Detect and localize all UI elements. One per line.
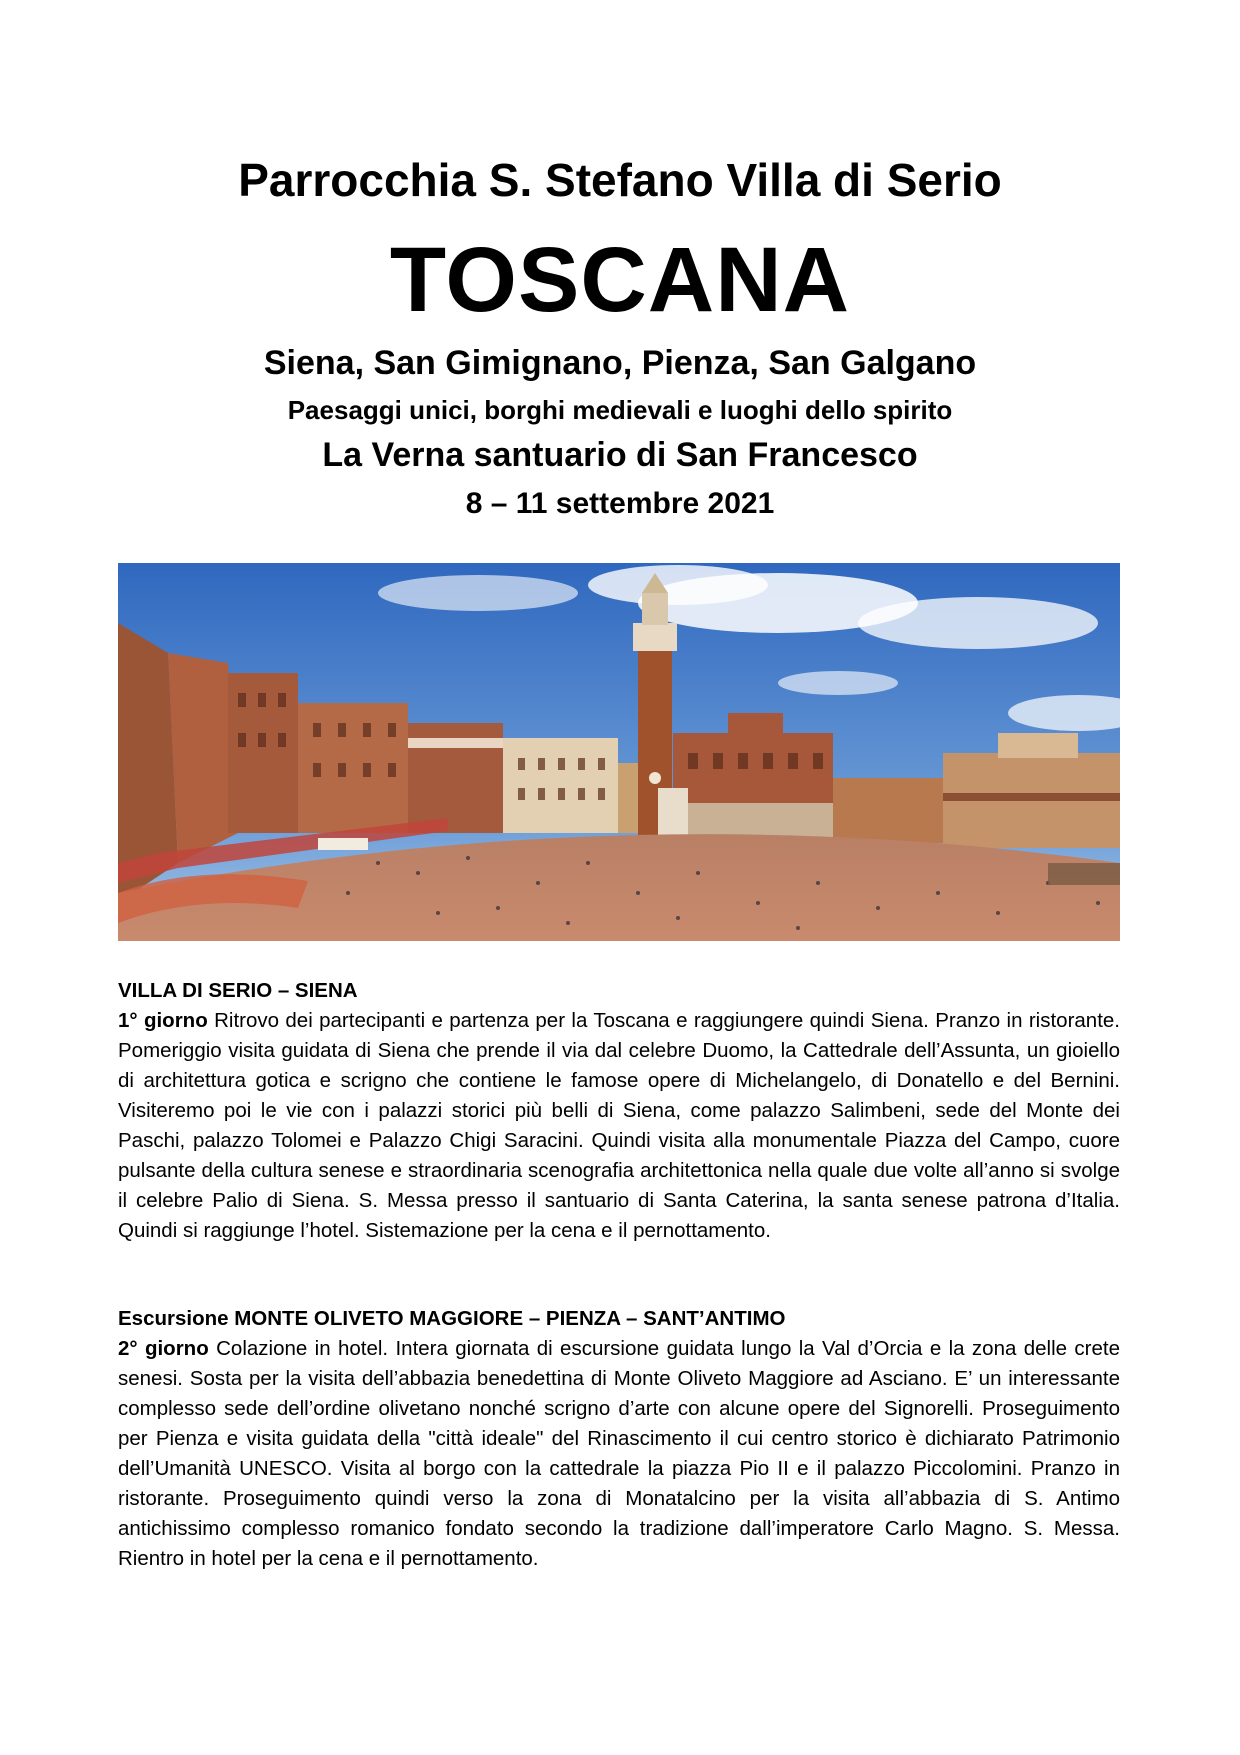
section-text: Colazione in hotel. Intera giornata di escursione guidata lungo la Val d’Orcia e la zona delle crete senesi. Sosta per la visita dell’abbazia benedettina di Monte Oliveto Maggiore ad Asciano. E’ un interessante complesso sede dell’ordine olivetano nonché scrigno d’arte con alcune opere del Signorelli. Proseguimento per Pienza e visita guidata della "città ideale" del Rinascimento il cui centro storico è dichiarato Patrimonio dell’Umanità UNESCO. Visita al borgo con la cattedrale la piazza Pio II e il palazzo Piccolomini. Pranzo in ristorante. Proseguimento quindi verso la zona di Monatalcino per la visita all’abbazia di S. Antimo antichissimo complesso romanico fondato secondo la tradizione dall’imperatore Carlo Magno. S. Messa. Rientro in hotel per la cena e il pernottamento. bbox=[118, 1337, 1120, 1570]
places-subtitle: Siena, San Gimignano, Pienza, San Galgano bbox=[263, 344, 977, 382]
section-title: Escursione MONTE OLIVETO MAGGIORE – PIENZA – SANT’ANTIMO bbox=[118, 1307, 786, 1330]
tagline: Paesaggi unici, borghi medievali e luoghi dello spirito bbox=[287, 395, 953, 425]
day-2-section bbox=[118, 1304, 1120, 1574]
parish-name: Parrocchia S. Stefano Villa di Serio bbox=[238, 154, 1002, 206]
trip-dates: 8 – 11 settembre 2021 bbox=[465, 487, 775, 520]
day-label: 1° giorno bbox=[118, 1009, 208, 1032]
section-paragraph bbox=[118, 1006, 1120, 1246]
page-title: TOSCANA bbox=[389, 229, 851, 331]
day-1-section bbox=[118, 976, 1120, 1246]
section-title: VILLA DI SERIO – SIENA bbox=[118, 979, 358, 1002]
day-label: 2° giorno bbox=[118, 1337, 209, 1360]
piazza-del-campo-photo bbox=[118, 563, 1120, 941]
section-paragraph bbox=[118, 1334, 1120, 1574]
section-text: Ritrovo dei partecipanti e partenza per la Toscana e raggiungere quindi Siena. Pranzo in ristorante. Pomeriggio visita guidata di Siena che prende il via dal celebre Duomo, la Cattedrale dell’Assunta, un gioiello di architettura gotica e scrigno che contiene le famose opere di Michelangelo, di Donatello e del Bernini. Visiteremo poi le vie con i palazzi storici più belli di Siena, come palazzo Salimbeni, sede del Monte dei Paschi, palazzo Tolomei e Palazzo Chigi Saracini. Quindi visita alla monumentale Piazza del Campo, cuore pulsante della cultura senese e straordinaria scenografia architettonica nella quale due volte all’anno si svolge il celebre Palio di Siena. S. Messa presso il santuario di Santa Caterina, la santa senese patrona d’Italia. Quindi si raggiunge l’hotel. Sistemazione per la cena e il pernottamento. bbox=[118, 1009, 1120, 1242]
highlight-subtitle: La Verna santuario di San Francesco bbox=[322, 436, 918, 474]
